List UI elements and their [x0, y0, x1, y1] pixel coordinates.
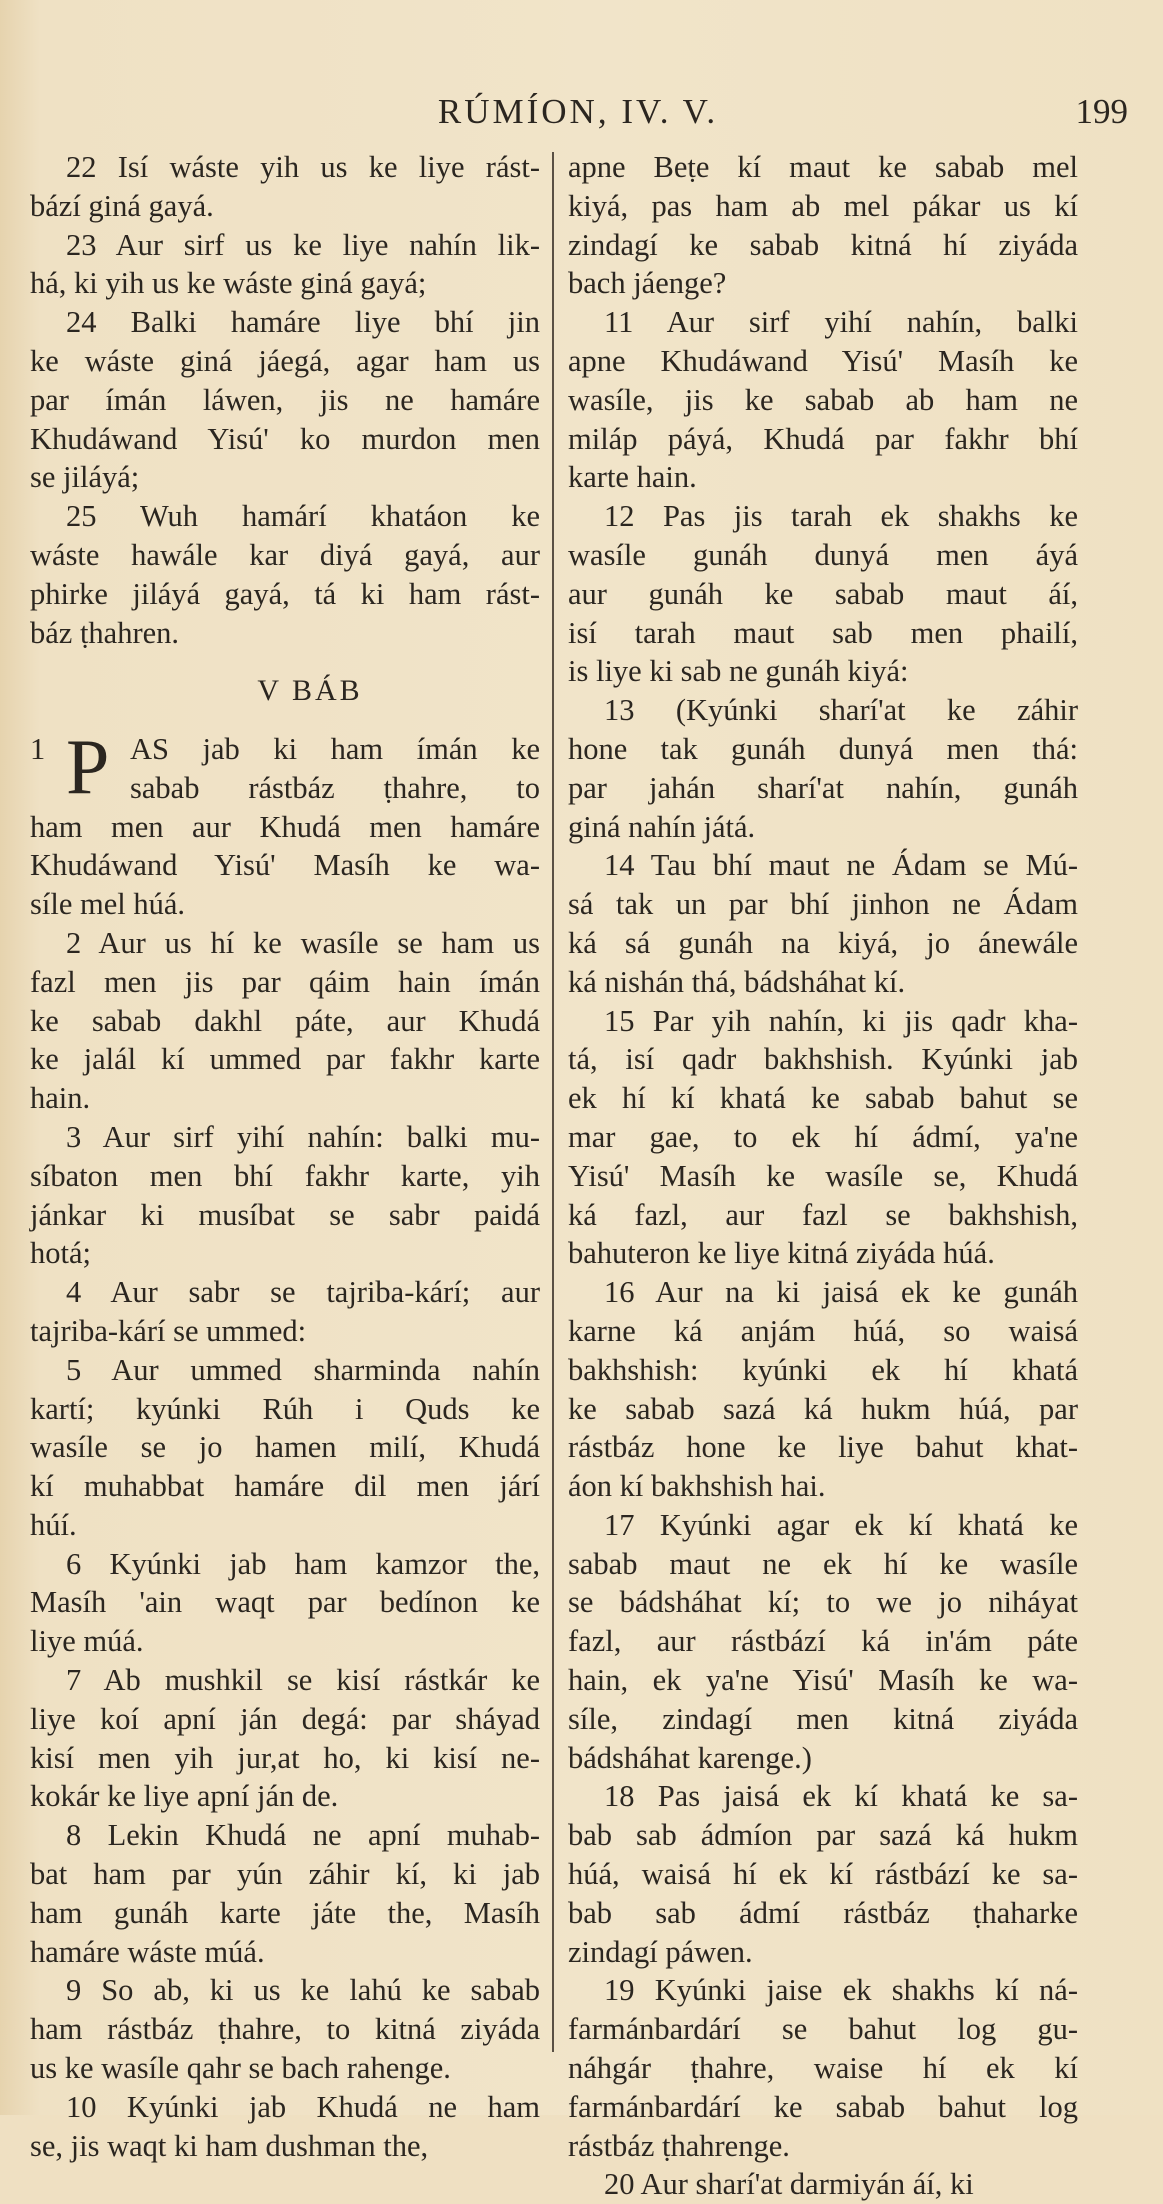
text-line: náhgár ṭhahre, waise hí ek kí: [568, 2051, 1078, 2086]
text-line: síle mel húá.: [30, 887, 186, 922]
text-line: ke jalál kí ummed par fakhr karte: [30, 1042, 540, 1077]
text-line: 16 Aur na ki jaisá ek ke gunáh: [604, 1275, 1078, 1310]
text-line: ká sá gunáh na kiyá, jo ánewále: [568, 925, 1078, 960]
text-line: 23 Aur sirf us ke liye nahín lik-: [66, 227, 540, 262]
right-column: [568, 148, 1078, 2204]
text-line: isí tarah maut sab men phailí,: [568, 615, 1078, 650]
text-line: wasíle gunáh dunyá men áyá: [568, 537, 1078, 572]
text-line: aur gunáh ke sabab maut áí,: [568, 576, 1078, 611]
text-line: 19 Kyúnki jaise ek shakhs kí ná-: [604, 1973, 1078, 2008]
text-line: 11 Aur sirf yihí nahín, balki: [604, 305, 1078, 340]
text-line: 4 Aur sabr se tajriba-kárí; aur: [66, 1275, 540, 1310]
text-line: kartí; kyúnki Rúh i Quds ke: [30, 1391, 540, 1426]
text-line: apne Khudáwand Yisú' Masíh ke: [568, 343, 1078, 378]
text-line: farmánbardárí ke sabab bahut log: [568, 2089, 1078, 2124]
text-line: tá, isí qadr bakhshish. Kyúnki jab: [568, 1042, 1078, 1077]
running-title: RÚMÍON, IV. V.: [437, 92, 719, 131]
text-line: AS jab ki ham ímán ke: [130, 731, 540, 766]
text-line: wasíle, jis ke sabab ab ham ne: [568, 382, 1078, 417]
text-line: bakhshish: kyúnki ek hí khatá: [568, 1352, 1078, 1387]
text-line: farmánbardárí se bahut log gu-: [568, 2012, 1078, 2047]
chapter-opening: [30, 722, 540, 810]
text-line: phirke jiláyá gayá, tá ki ham rást-: [30, 576, 540, 611]
text-line: se jiláyá;: [30, 460, 140, 495]
text-line: karte hain.: [568, 460, 697, 495]
text-line: jánkar ki musíbat se sabr paidá: [30, 1197, 540, 1232]
text-line: síle, zindagí men kitná ziyáda: [568, 1701, 1078, 1736]
text-line: us ke wasíle qahr se bach rahenge.: [30, 2051, 451, 2086]
text-line: giná nahín játá.: [568, 809, 756, 844]
text-line: Masíh 'ain waqt par bedínon ke: [30, 1585, 540, 1620]
text-line: 18 Pas jaisá ek kí khatá ke sa-: [604, 1779, 1078, 1814]
text-line: hone tak gunáh dunyá men thá:: [568, 731, 1078, 766]
text-line: 6 Kyúnki jab ham kamzor the,: [66, 1546, 540, 1581]
text-line: ham gunáh karte játe the, Masíh: [30, 1895, 540, 1930]
text-line: rástbáz hone ke liye bahut khat-: [568, 1430, 1078, 1465]
text-line: 10 Kyúnki jab Khudá ne ham: [66, 2089, 540, 2124]
text-line: zindagí páwen.: [568, 1934, 753, 1969]
text-line: rástbáz ṭhahrenge.: [568, 2128, 790, 2163]
text-line: is liye ki sab ne gunáh kiyá:: [568, 654, 909, 689]
text-line: hain, ek ya'ne Yisú' Masíh ke wa-: [568, 1663, 1078, 1698]
text-line: ham rástbáz ṭhahre, to kitná ziyáda: [30, 2012, 540, 2047]
chapter-heading: V BÁB: [257, 674, 363, 708]
page-number: 199: [1075, 92, 1128, 131]
text-line: mar gae, to ek hí ádmí, ya'ne: [568, 1119, 1078, 1154]
text-line: 5 Aur ummed sharminda nahín: [66, 1352, 540, 1387]
text-line: 25 Wuh hamárí khatáon ke: [66, 499, 540, 534]
text-line: 13 (Kyúnki sharí'at ke záhir: [604, 693, 1078, 728]
text-line: bab sab ádmíon par sazá ká hukm: [568, 1818, 1078, 1853]
text-line: bádsháhat karenge.): [568, 1740, 812, 1775]
left-lines: [30, 148, 540, 652]
text-line: 15 Par yih nahín, ki jis qadr kha-: [604, 1003, 1078, 1038]
text-line: wáste hawále kar diyá gayá, aur: [30, 537, 540, 572]
text-line: síbaton men bhí fakhr karte, yih: [30, 1158, 540, 1193]
text-line: 9 So ab, ki us ke lahú ke sabab: [66, 1973, 540, 2008]
text-line: 14 Tau bhí maut ne Ádam se Mú-: [604, 848, 1078, 883]
text-line: báz ṭhahren.: [30, 615, 180, 650]
text-line: 24 Balki hamáre liye bhí jin: [66, 305, 540, 340]
text-line: há, ki yih us ke wáste giná gayá;: [30, 266, 427, 301]
text-line: par jahán sharí'at nahín, gunáh: [568, 770, 1078, 805]
text-line: ke wáste giná jáegá, agar ham us: [30, 343, 540, 378]
text-line: tajriba-kárí se ummed:: [30, 1313, 307, 1348]
text-line: ke sabab dakhl páte, aur Khudá: [30, 1003, 540, 1038]
right-lines: [568, 148, 1078, 2204]
text-line: wasíle se jo hamen milí, Khudá: [30, 1430, 540, 1465]
text-line: kisí men yih jur,at ho, ki kisí ne-: [30, 1740, 540, 1775]
text-line: bází giná gayá.: [30, 188, 214, 223]
text-line: húá, waisá hí ek kí rástbází ke sa-: [568, 1857, 1078, 1892]
text-line: ká fazl, aur fazl se bakhshish,: [568, 1197, 1078, 1232]
text-line: 3 Aur sirf yihí nahín: balki mu-: [66, 1119, 540, 1154]
text-line: fazl, aur rástbází ká in'ám páte: [568, 1624, 1078, 1659]
text-line: karne ká anjám húá, so waisá: [568, 1313, 1078, 1348]
text-line: Khudáwand Yisú' Masíh ke wa-: [30, 848, 540, 883]
text-line: kiyá, pas ham ab mel pákar us kí: [568, 188, 1078, 223]
text-line: liye múá.: [30, 1624, 144, 1659]
text-line: miláp páyá, Khudá par fakhr bhí: [568, 421, 1078, 456]
text-line: 22 Isí wáste yih us ke liye rást-: [66, 150, 540, 184]
text-line: kokár ke liye apní ján de.: [30, 1779, 339, 1814]
text-line: bahuteron ke liye kitná ziyáda húá.: [568, 1236, 995, 1271]
text-line: par ímán láwen, jis ne hamáre: [30, 382, 540, 417]
text-line: ek hí kí khatá ke sabab bahut se: [568, 1081, 1078, 1116]
text-line: ká nishán thá, bádsháhat kí.: [568, 964, 906, 999]
text-line: Khudáwand Yisú' ko murdon men: [30, 421, 540, 456]
text-line: 17 Kyúnki agar ek kí khatá ke: [604, 1507, 1078, 1542]
text-line: sá tak un par bhí jinhon ne Ádam: [568, 887, 1078, 922]
text-line: áon kí bakhshish hai.: [568, 1469, 826, 1504]
text-line: Yisú' Masíh ke wasíle se, Khudá: [568, 1158, 1078, 1193]
text-line: sabab maut ne ek hí ke wasíle: [568, 1546, 1078, 1581]
text-line: 2 Aur us hí ke wasíle se ham us: [66, 925, 540, 960]
text-line: 8 Lekin Khudá ne apní muhab-: [66, 1818, 540, 1853]
text-line: sabab rástbáz ṭhahre, to: [130, 770, 540, 805]
drop-cap: P: [66, 722, 110, 810]
text-line: apne Beṭe kí maut ke sabab mel: [568, 150, 1078, 184]
text-line: ke sabab sazá ká hukm húá, par: [568, 1391, 1078, 1426]
text-line: bat ham par yún záhir kí, ki jab: [30, 1857, 540, 1892]
text-line: húí.: [30, 1507, 77, 1542]
verse-number: 1: [30, 731, 53, 766]
text-line: bab sab ádmí rástbáz ṭhaharke: [568, 1895, 1078, 1930]
text-line: se bádsháhat kí; to we jo niháyat: [568, 1585, 1078, 1620]
text-line: ham men aur Khudá men hamáre: [30, 809, 540, 844]
text-line: kí muhabbat hamáre dil men járí: [30, 1469, 540, 1504]
text-line: liye koí apní ján degá: par sháyad: [30, 1701, 540, 1736]
text-line: hamáre wáste múá.: [30, 1934, 265, 1969]
text-line: fazl men jis par qáim hain ímán: [30, 964, 540, 999]
text-line: hain.: [30, 1081, 91, 1116]
text-line: hotá;: [30, 1236, 91, 1271]
page-header: [28, 92, 1128, 142]
text-line: bach jáenge?: [568, 266, 727, 301]
left-lines-after-heading: [30, 808, 540, 2166]
text-line: 20 Aur sharí'at darmiyán áí, ki: [604, 2167, 974, 2202]
text-line: zindagí ke sabab kitná hí ziyáda: [568, 227, 1078, 262]
text-line: 7 Ab mushkil se kisí rástkár ke: [66, 1663, 540, 1698]
column-divider: [552, 152, 554, 2052]
text-line: 12 Pas jis tarah ek shakhs ke: [604, 499, 1078, 534]
left-column: [30, 148, 540, 2165]
text-line: se, jis waqt ki ham dushman the,: [30, 2128, 429, 2163]
